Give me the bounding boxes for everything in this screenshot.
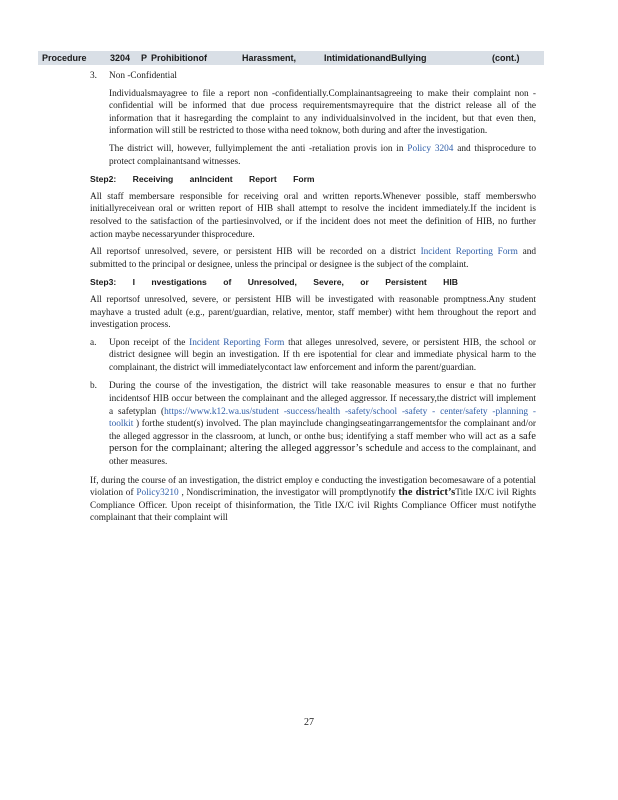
step-3-paragraph-2-text: If, during the course of an investigation, the district employ e conducting the investigation becomesaware of a potential violation of — [90, 475, 536, 499]
step-2-paragraph-2-text: All reportsof unresolved, severe, or persistent HIB will be recorded on a district — [90, 247, 421, 258]
procedure-header-bar — [38, 51, 544, 65]
header-title-1: Prohibitionof — [151, 53, 207, 63]
header-title-3: IntimidationandBullying — [324, 53, 427, 63]
list-marker-a: a. — [90, 337, 97, 348]
section-3-paragraph-1: Individualsmayagree to file a report non -confidentially.Complainantsagreeing to make their complaint non -confidential will be informed that due process requirementsmayrequire that the district release all of the information that it hasregarding the complaint to any individualsinvolved in the incident, but that even then, information will still be restricted to those witha need toknow, both during and after the investigation. — [109, 88, 536, 137]
step-2-heading: Step2: Receiving anIncident Report Form — [90, 174, 315, 185]
section-3-heading — [90, 70, 536, 83]
document-body — [90, 70, 536, 530]
list-item-a-text-end: that alleges unresolved, severe, or persistent HIB, the school or district designee will begin an investigation. If th ere ispotential for clear and immediate physical harm to the complainant, the district will immediatelycontact law enforcement and inform the parent/guardian. — [109, 337, 536, 373]
section-3-title: Non -Confidential — [109, 71, 177, 81]
step-3-paragraph-2 — [90, 475, 536, 525]
list-marker-b: b. — [90, 381, 97, 392]
section-3-paragraph-2-text: The district will, however, fullyimplement the anti -retaliation provis ion in — [109, 143, 408, 154]
header-procedure-label: Procedure — [42, 53, 87, 63]
step-2-paragraph-2-text-end: and submitted to the principal or designee, unless the principal or designee is the subject of the complaint. — [90, 247, 536, 270]
list-item-a — [90, 337, 536, 375]
list-item-b-text: During the course of the investigation, the district will take reasonable measures to ensur e that no further incidentsof HIB occur between the complainant and the alleged aggressor. If necessary,the district will implement a safetyplan ( — [109, 381, 536, 417]
section-3-paragraph-2 — [109, 143, 536, 168]
header-cont: (cont.) — [492, 53, 520, 63]
page-number: 27 — [304, 717, 314, 728]
step-2-paragraph-1: All staff membersare responsible for receiving oral and written reports.Whenever possible, staff memberswho initiallyreceivean oral or written report of HIB shall attempt to resolve the incident immediately.If the incident is resolved to the satisfaction of the partiesinvolved, or if the incident does not meet the definition of HIB, no further action maybe necessaryunder thisprocedure. — [90, 191, 536, 240]
list-item-b — [90, 380, 536, 468]
incident-reporting-form-link[interactable]: Incident Reporting Form — [420, 247, 518, 258]
section-3-number: 3. — [90, 71, 97, 81]
policy-3210-link[interactable]: Policy3210 — [136, 488, 182, 499]
step-3-heading: Step3: I nvestigations of Unresolved, Severe, or Persistent HIB — [90, 277, 458, 288]
list-item-a-text: Upon receipt of the — [109, 337, 190, 348]
step-3-paragraph-2-bold: the district’s — [398, 487, 456, 499]
step-3-paragraph-1: All reportsof unresolved, severe, or persistent HIB will be investigated with reasonable promptness.Any student mayhave a trusted adult (e.g., parent/guardian, relative, mentor, staff member) witht hem throughout the report and investigation process. — [90, 294, 536, 331]
section-3-paragraph-2-text-end: and thisprocedure to protect complainantsand witnesses. — [109, 143, 536, 167]
policy-3204-link[interactable]: Policy 3204 — [407, 143, 454, 154]
step-2-paragraph-2 — [90, 246, 536, 271]
step-3-paragraph-2-text-2: , Nondiscrimination, the investigator will promptlynotify — [181, 488, 399, 499]
safety-planning-toolkit-link[interactable]: https://www.k12.wa.us/student -success/health -safety/school -safety - center/safety -planning -toolkit — [109, 406, 536, 430]
header-title-p: P — [141, 53, 148, 63]
step-3-paragraph-2-text-end: Title IX/C ivil Rights Compliance Officer. Upon receipt of thisinformation, the Title IX/C ivil Rights Compliance Officer must notifythe complainant that their complaint will — [90, 488, 536, 524]
header-procedure-number: 3204 — [110, 53, 131, 63]
list-item-b-text-2: ) forthe student(s) involved. The plan mayinclude changingseatingarrangementsfor the complainant and/or the alleged aggressor in the classroom, at lunch, or onthe bus; identifying a staff member who will act — [109, 419, 536, 442]
list-item-b-text-3: as a safe person for the complainant; altering the alleged aggressor’s schedule — [109, 430, 536, 455]
header-title-2: Harassment, — [242, 53, 297, 63]
list-item-b-text-4: and access to the complainant, and other measures. — [109, 444, 536, 468]
incident-reporting-form-link-2[interactable]: Incident Reporting Form — [189, 337, 285, 348]
